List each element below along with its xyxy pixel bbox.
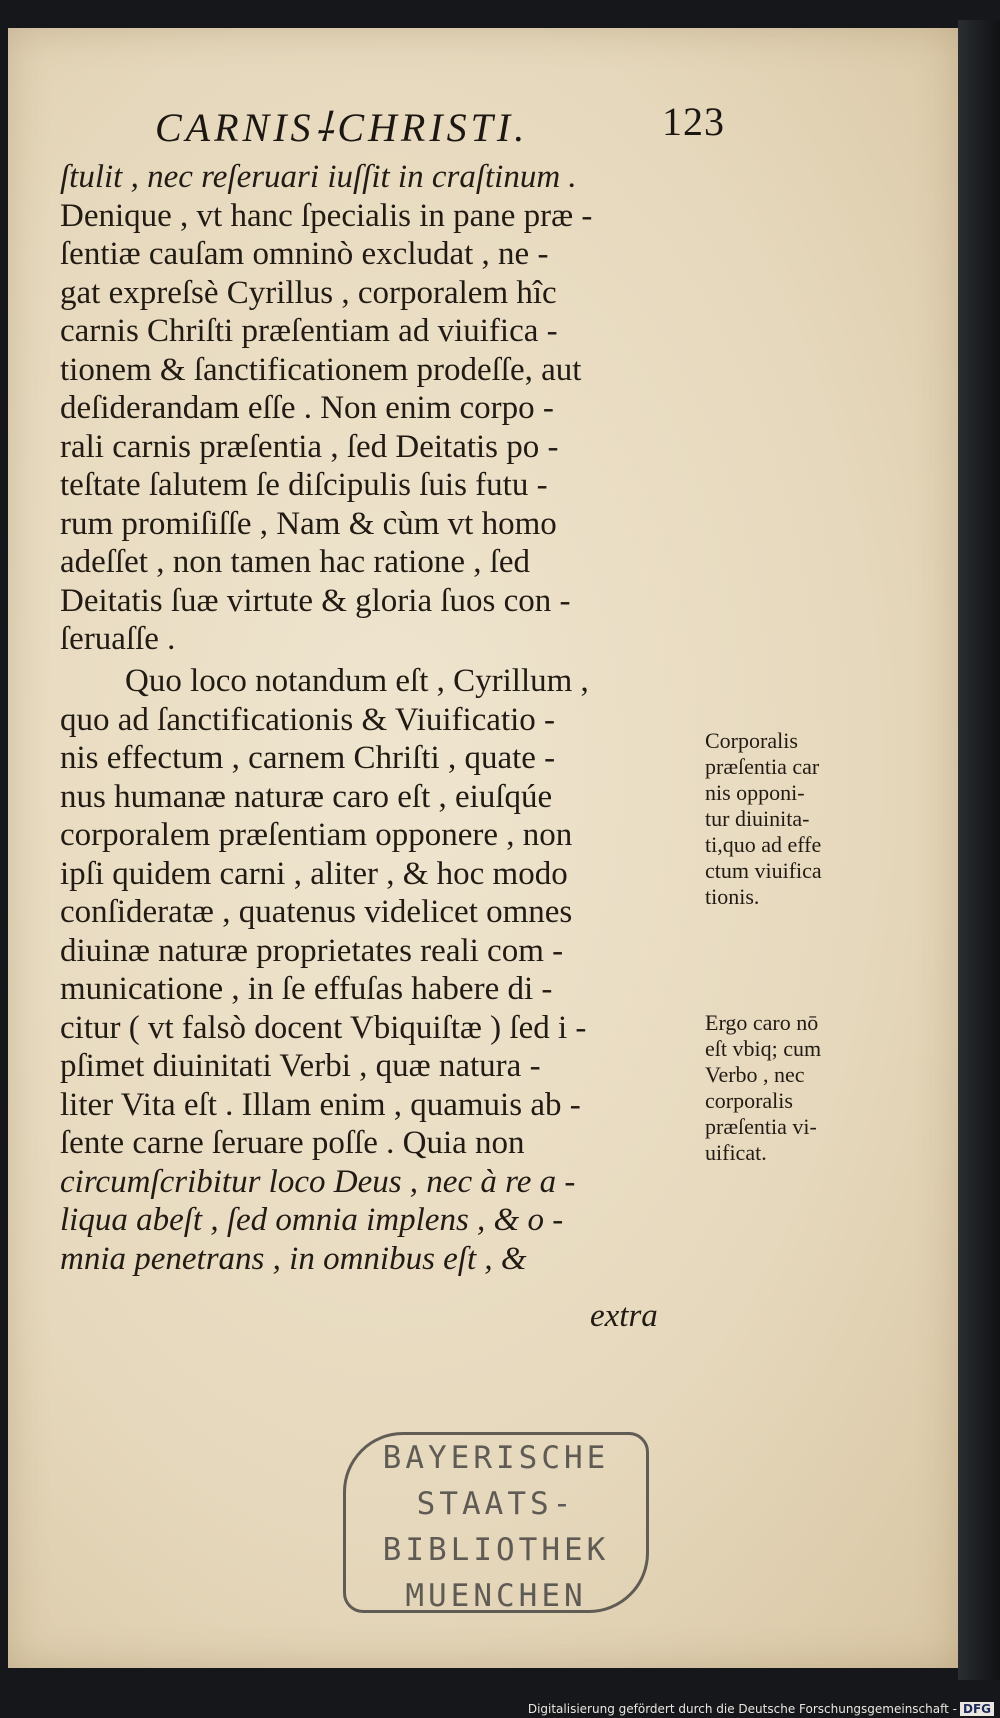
margin-line: corporalis	[705, 1088, 793, 1113]
margin-line: ti,quo ad effe	[705, 832, 822, 857]
text-line: ſentiæ cauſam omninò excludat , ne -	[60, 236, 549, 272]
stamp-line: MUENCHEN	[405, 1578, 587, 1614]
margin-line: uificat.	[705, 1140, 767, 1165]
running-header	[155, 98, 725, 153]
text-line: pſimet diuinitati Verbi , quæ natura -	[60, 1048, 541, 1084]
margin-line: Ergo caro nō	[705, 1010, 819, 1035]
header-title-2: CHRISTI.	[337, 105, 529, 150]
text-line: ſeruaſſe .	[60, 621, 176, 657]
text-line: nis effectum , carnem Chriſti , quate -	[60, 740, 556, 776]
text-line: Denique , vt hanc ſpecialis in pane præ -	[60, 197, 593, 234]
text-line: adeſſet , non tamen hac ratione , ſed	[60, 544, 531, 580]
credit-text: Digitalisierung gefördert durch die Deutsche Forschungsgemeinschaft -	[527, 1702, 957, 1716]
margin-line: Verbo , nec	[705, 1062, 805, 1087]
header-ornament: ⸸	[314, 105, 338, 150]
page-number: 123	[662, 99, 725, 144]
margin-line: præſentia car	[705, 754, 820, 779]
text-line: quo ad ſanctificationis & Viuificatio -	[60, 701, 556, 738]
text-line: teſtate ſalutem ſe diſcipulis ſuis futu -	[60, 467, 548, 503]
text-line: rum promiſiſſe , Nam & cùm vt homo	[60, 505, 557, 542]
margin-line: tur diuinita-	[705, 806, 810, 831]
text-line: municatione , in ſe effuſas habere di -	[60, 971, 553, 1007]
text-line: liqua abeſt , ſed omnia implens , & o -	[60, 1202, 564, 1238]
text-line: Deitatis ſuæ virtute & gloria ſuos con -	[60, 582, 571, 619]
stamp-line: BAYERISCHE	[382, 1440, 610, 1476]
stamp-line: STAATS-	[416, 1486, 576, 1522]
margin-line: tionis.	[705, 884, 760, 909]
library-stamp	[343, 1432, 649, 1613]
text-line: circumſcribitur loco Deus , nec à re a -	[60, 1163, 576, 1200]
text-line: ſente carne ſeruare poſſe . Quia non	[60, 1125, 525, 1161]
text-line: ipſi quidem carni , aliter , & hoc modo	[60, 855, 568, 892]
text-line: gat expreſsè Cyrillus , corporalem hîc	[60, 274, 557, 311]
text-line: Quo loco notandum eſt , Cyrillum ,	[125, 663, 589, 699]
text-line: corporalem præſentiam opponere , non	[60, 817, 573, 853]
book-spine-edge	[958, 20, 1000, 1680]
text-line: deſiderandam eſſe . Non enim corpo -	[60, 390, 554, 426]
text-line: conſideratæ , quatenus videlicet omnes	[60, 894, 573, 930]
catchword: extra	[590, 1298, 658, 1334]
header-title: CARNIS	[155, 105, 315, 150]
text-line: ſtulit , nec reſeruari iuſſit in craſtinum .	[60, 159, 577, 195]
text-line: citur ( vt falsò docent Vbiquiſtæ ) ſed i -	[60, 1009, 587, 1046]
margin-line: nis opponi-	[705, 780, 805, 805]
text-line: diuinæ naturæ proprietates reali com -	[60, 932, 564, 969]
marginal-note-1	[705, 728, 880, 910]
margin-line: eſt vbiq; cum	[705, 1036, 822, 1061]
digitization-credit	[528, 1702, 994, 1716]
dfg-logo: DFG	[960, 1702, 994, 1716]
text-line: tionem & ſanctificationem prodeſſe, aut	[60, 351, 582, 388]
text-line: nus humanæ naturæ caro eſt , eiuſqúe	[60, 778, 553, 815]
margin-line: ctum viuifica	[705, 858, 822, 883]
text-line: rali carnis præſentia , ſed Deitatis po -	[60, 428, 559, 465]
text-line: mnia penetrans , in omnibus eſt , &	[60, 1240, 527, 1277]
margin-line: præſentia vi-	[705, 1114, 817, 1139]
text-line: liter Vita eſt . Illam enim , quamuis ab -	[60, 1086, 581, 1123]
text-line: carnis Chriſti præſentiam ad viuifica -	[60, 313, 558, 349]
marginal-note-2	[705, 1010, 880, 1166]
margin-line: Corporalis	[705, 728, 798, 753]
stamp-line: BIBLIOTHEK	[382, 1532, 610, 1568]
